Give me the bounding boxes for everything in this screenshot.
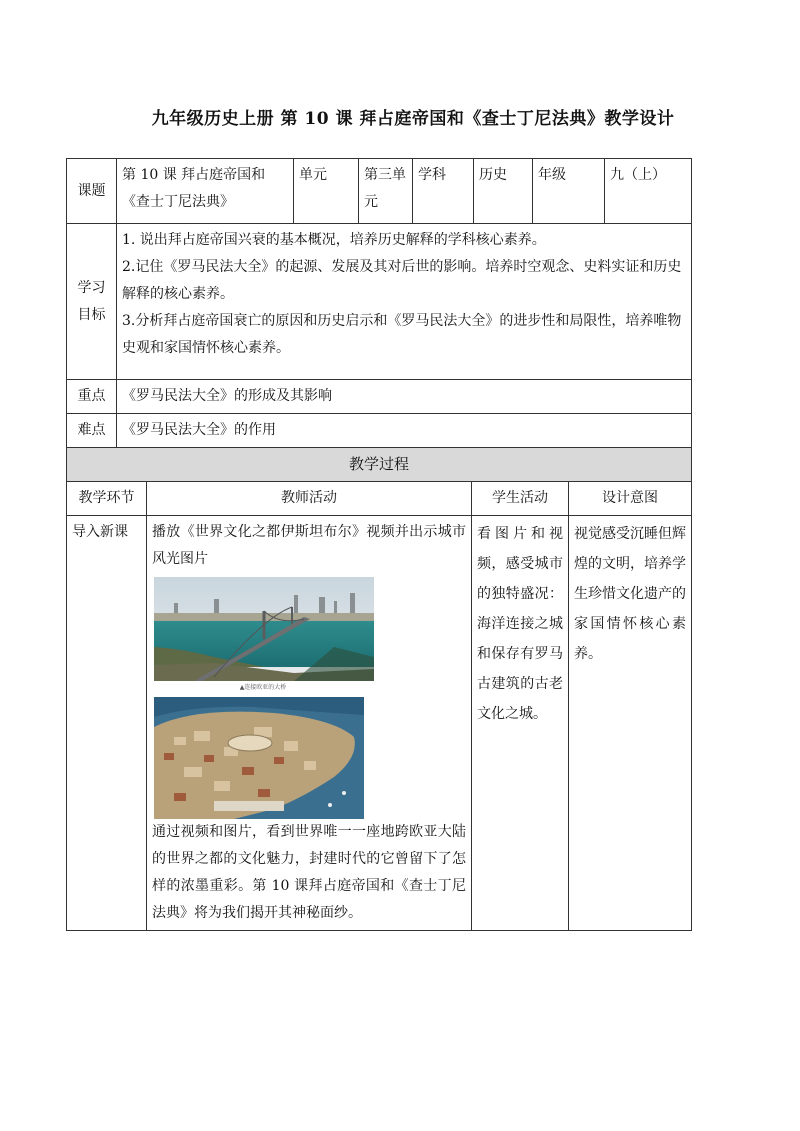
difficulty-text: 《罗马民法大全》的作用 (117, 414, 692, 448)
column-header: 教师活动 (147, 482, 472, 516)
column-header: 教学环节 (67, 482, 147, 516)
difficulty-label: 难点 (67, 414, 117, 448)
document-title: 九年级历史上册 第 10 课 拜占庭帝国和《查士丁尼法典》教学设计 (151, 109, 675, 129)
process-header: 教学过程 (67, 448, 692, 482)
objectives-list (117, 224, 692, 380)
unit-label: 单元 (294, 159, 359, 224)
teacher-intro-text: 播放《世界文化之都伊斯坦布尔》视频并出示城市风光图片 (152, 524, 466, 567)
bosphorus-bridge-photo (154, 577, 374, 681)
student-activity-cell: 看图片和视频，感受城市的独特盛况：海洋连接之城和保存有罗马古建筑的古老文化之城。 (472, 516, 569, 931)
objective-item: 3.分析拜占庭帝国衰亡的原因和历史启示和《罗马民法大全》的进步性和局限性，培养唯物史观和家国情怀核心素养。 (122, 313, 682, 356)
process-table (66, 447, 692, 931)
grade-value: 九（上） (605, 159, 692, 224)
subject-value: 历史 (474, 159, 533, 224)
objective-item: 2.记住《罗马民法大全》的起源、发展及其对后世的影响。培养时空观念、史料实证和历史解释的核心素养。 (122, 259, 682, 302)
info-table (66, 158, 692, 448)
design-intent-cell: 视觉感受沉睡但辉煌的文明，培养学生珍惜文化遗产的家国情怀核心素养。 (569, 516, 692, 931)
teacher-activity-cell (147, 516, 472, 931)
key-point-label: 重点 (67, 380, 117, 414)
objectives-label: 学习目标 (67, 224, 117, 380)
column-header: 学生活动 (472, 482, 569, 516)
topic-value: 第 10 课 拜占庭帝国和《查士丁尼法典》 (117, 159, 294, 224)
unit-value: 第三单元 (359, 159, 413, 224)
stage-cell: 导入新课 (67, 516, 147, 931)
column-header: 设计意图 (569, 482, 692, 516)
subject-label: 学科 (413, 159, 474, 224)
key-point-text: 《罗马民法大全》的形成及其影响 (117, 380, 692, 414)
teacher-outro-text: 通过视频和图片，看到世界唯一一座地跨欧亚大陆的世界之都的文化魅力，封建时代的它曾留下了怎样的浓墨重彩。第 10 课拜占庭帝国和《查士丁尼法典》将为我们揭开其神秘面纱。 (152, 824, 466, 921)
photo-caption: ▲连接欧亚的大桥 (239, 684, 287, 691)
topic-label: 课题 (67, 159, 117, 224)
grade-label: 年级 (533, 159, 605, 224)
objective-item: 1. 说出拜占庭帝国兴衰的基本概况，培养历史解释的学科核心素养。 (122, 232, 546, 248)
constantinople-model-photo (154, 697, 364, 819)
